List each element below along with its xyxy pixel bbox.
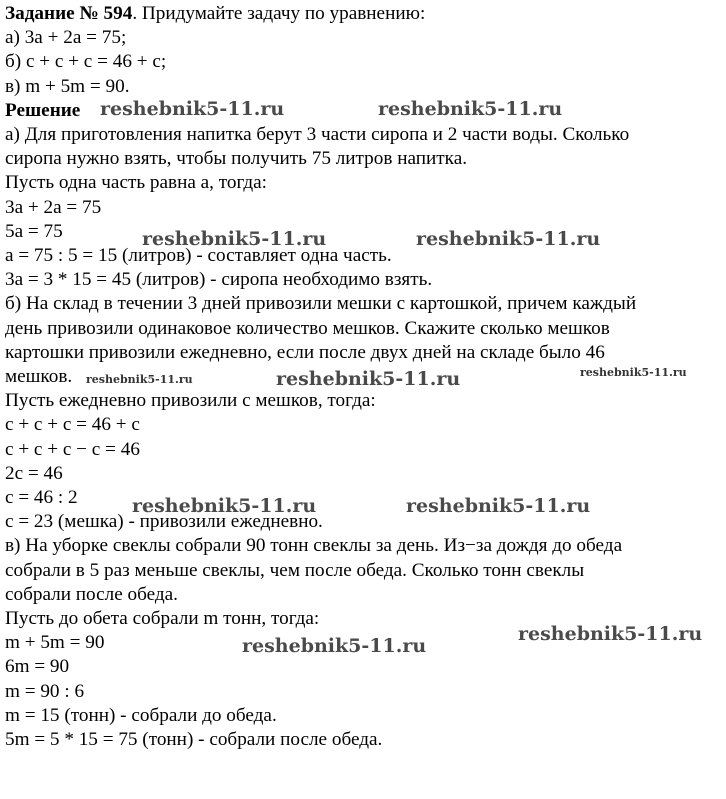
solution-c-line: m = 15 (тонн) - собрали до обеда.	[5, 704, 277, 726]
solution-b-line: картошки привозили ежедневно, если после двух дней на складе было 46	[5, 341, 605, 363]
solution-a-line: 5а = 75	[5, 220, 63, 242]
solution-a-line: 3а + 2а = 75	[5, 196, 102, 218]
watermark: reshebnik5-11.ru	[142, 228, 327, 250]
solution-b-line: с = 23 (мешка) - привозили ежедневно.	[5, 511, 323, 533]
solution-c-line: m + 5m = 90	[5, 632, 105, 654]
watermark: reshebnik5-11.ru	[86, 373, 193, 386]
watermark: reshebnik5-11.ru	[518, 623, 703, 645]
solution-c-line: Пусть до обета собрали m тонн, тогда:	[5, 608, 320, 630]
solution-c-line: 5m = 5 * 15 = 75 (тонн) - собрали после обеда.	[5, 729, 383, 751]
solution-a-line: 3а = 3 * 15 = 45 (литров) - сиропа необходимо взять.	[5, 269, 433, 291]
solution-a-line: сиропа нужно взять, чтобы получить 75 литров напитка.	[5, 148, 468, 170]
watermark: reshebnik5-11.ru	[378, 98, 563, 120]
solution-b-line: с + с + с = 46 + с	[5, 414, 140, 436]
equation-a: а) 3а + 2а = 75;	[5, 27, 127, 49]
watermark: reshebnik5-11.ru	[416, 228, 601, 250]
equation-b: б) с + с + с = 46 + с;	[5, 51, 167, 73]
watermark: reshebnik5-11.ru	[276, 368, 461, 390]
watermark: reshebnik5-11.ru	[132, 495, 317, 517]
solution-c-line: 6m = 90	[5, 656, 70, 678]
solution-b-line: с = 46 : 2	[5, 487, 78, 509]
solution-c-line: собрали в 5 раз меньше свеклы, чем после обеда. Сколько тонн свеклы	[5, 559, 585, 581]
solution-a-line: а = 75 : 5 = 15 (литров) - составляет одна часть.	[5, 245, 392, 267]
watermark: reshebnik5-11.ru	[242, 635, 427, 657]
equation-c: в) m + 5m = 90.	[5, 75, 130, 97]
solution-a-line: а) Для приготовления напитка берут 3 части сиропа и 2 части воды. Сколько	[5, 124, 630, 146]
watermark: reshebnik5-11.ru	[100, 98, 285, 120]
solution-b-line: день привозили одинаковое количество мешков. Скажите сколько мешков	[5, 317, 610, 339]
watermark: reshebnik5-11.ru	[406, 495, 591, 517]
task-number: Задание № 594	[5, 3, 133, 24]
solution-b-line: Пусть ежедневно привозили с мешков, тогда:	[5, 390, 376, 412]
solution-c-line: m = 90 : 6	[5, 680, 85, 702]
solution-c-line: собрали после обеда.	[5, 583, 178, 605]
solution-b-line: с + с + с − с = 46	[5, 438, 140, 460]
task-instruction: . Придумайте задачу по уравнению:	[132, 3, 426, 24]
solution-a-line: Пусть одна часть равна а, тогда:	[5, 172, 268, 194]
solution-b-line: 2с = 46	[5, 462, 63, 484]
solution-b-line: б) На склад в течении 3 дней привозили мешки с картошкой, причем каждый	[5, 293, 637, 315]
watermark: reshebnik5-11.ru	[580, 366, 687, 379]
solution-heading: Решение	[5, 99, 81, 121]
task-title	[5, 2, 723, 26]
solution-b-line: мешков.	[5, 366, 73, 388]
solution-c-line: в) На уборке свеклы собрали 90 тонн свеклы за день. Из−за дождя до обеда	[5, 535, 623, 557]
